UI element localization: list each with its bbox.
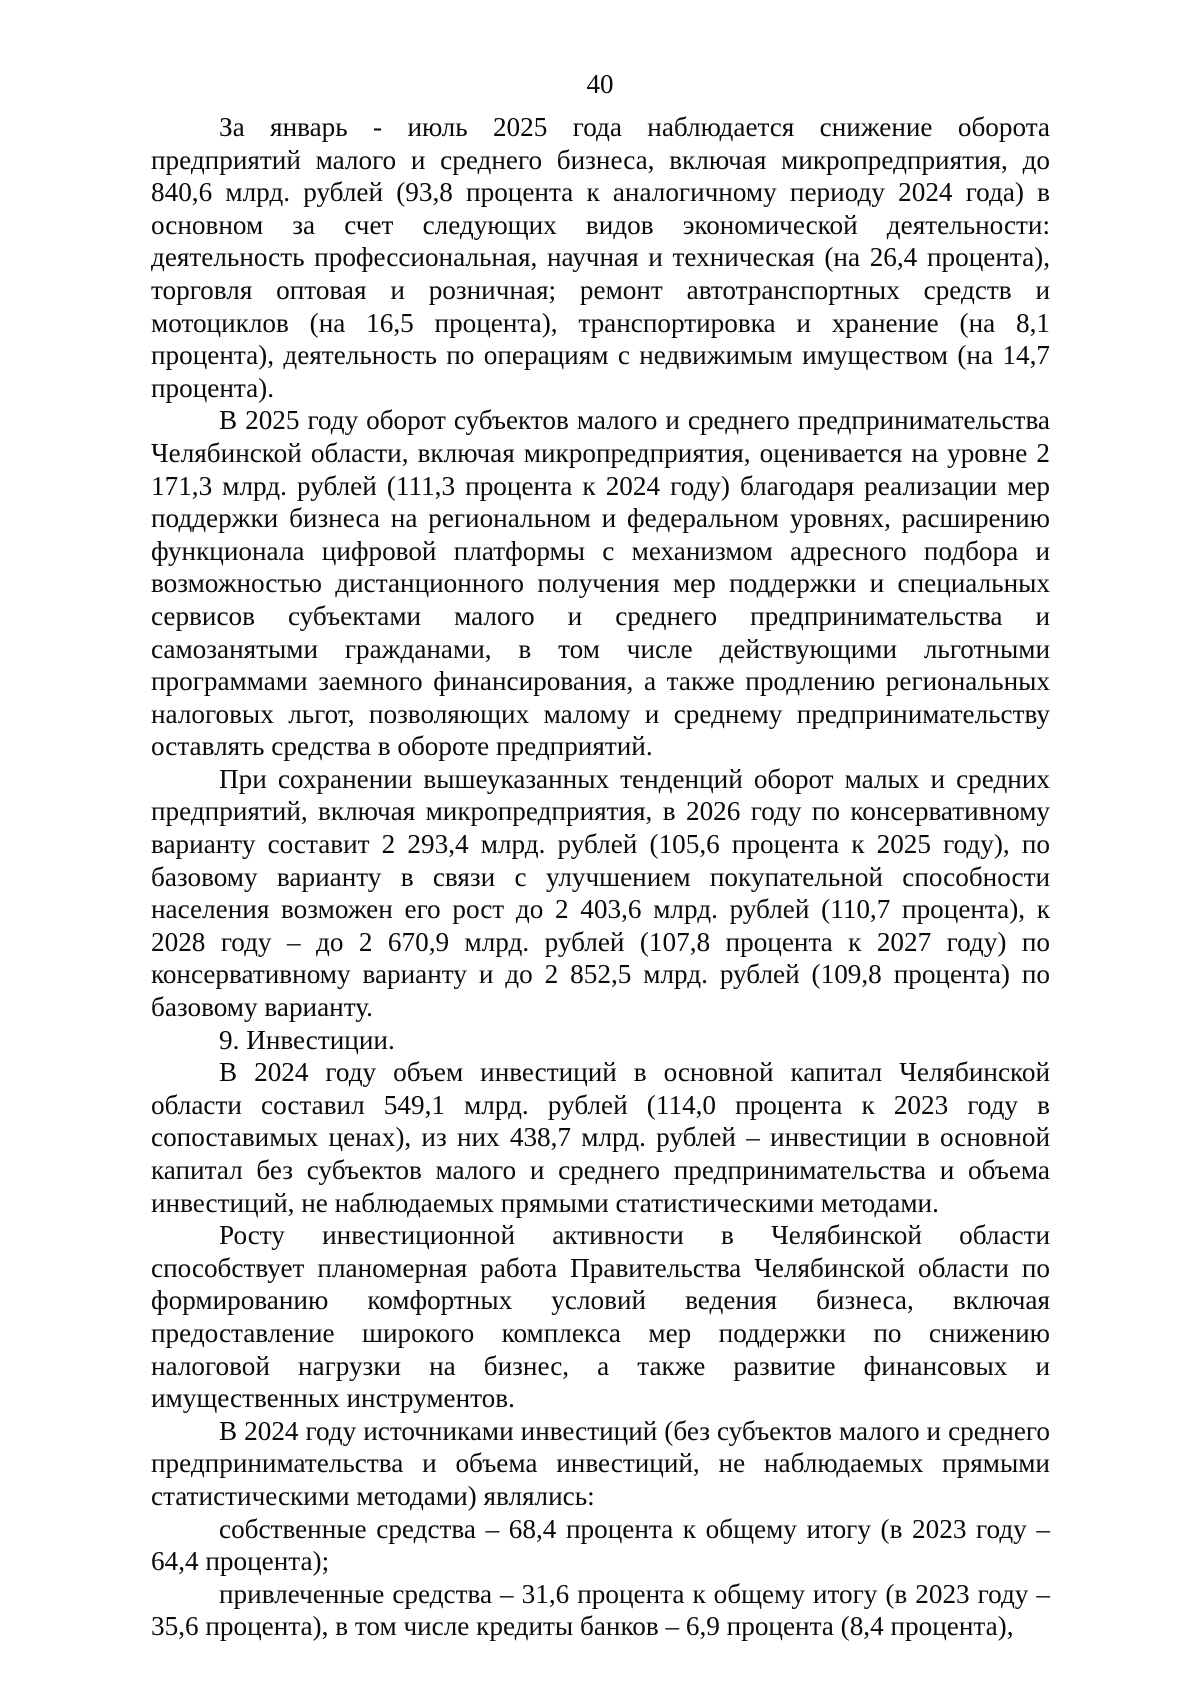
paragraph-smb-turnover-2025: В 2025 году оборот субъектов малого и среднего предпринимательства Челябинской области, включая микропредприятия, оценивается на уровне 2 171,3 млрд. рублей (111,3 процента к 2024 году) благодаря реализации мер поддержки бизнеса на региональном и федеральном уровнях, расширению функционала цифровой платформы с механизмом адресного подбора и возможностью дистанционного получения мер поддержки и специальных сервисов субъектами малого и среднего предпринимательства и самозанятыми гражданами, в том числе действующими льготными программами заемного финансирования, а также продлению региональных налоговых льгот, позволяющих малому и среднему предпринимательству оставлять средства в обороте предприятий. (151, 405, 1050, 762)
paragraph-investment-activity: Росту инвестиционной активности в Челябинской области способствует планомерная работа Правительства Челябинской области по формированию комфортных условий ведения бизнеса, включая предоставление широкого комплекса мер поддержки по снижению налоговой нагрузки на бизнес, а также развитие финансовых и имущественных инструментов. (151, 1220, 1050, 1414)
page-number: 40 (586, 69, 614, 99)
paragraph-smb-forecast: При сохранении вышеуказанных тенденций оборот малых и средних предприятий, включая микропредприятия, в 2026 году по консервативному варианту составит 2 293,4 млрд. рублей (105,6 процента к 2025 году), по базовому варианту в связи с улучшением покупательной способности населения возможен его рост до 2 403,6 млрд. рублей (110,7 процента), к 2028 году – до 2 670,9 млрд. рублей (107,8 процента к 2027 году) по консервативному варианту и до 2 852,5 млрд. рублей (109,8 процента) по базовому варианту. (151, 763, 1050, 1023)
section-heading-investments: 9. Инвестиции. (219, 1024, 395, 1055)
paragraph-own-funds: собственные средства – 68,4 процента к общему итогу (в 2023 году – 64,4 процента); (151, 1513, 1050, 1577)
paragraph-investment-sources: В 2024 году источниками инвестиций (без субъектов малого и среднего предпринимательства и объема инвестиций, не наблюдаемых прямыми статистическими методами) являлись: (151, 1415, 1050, 1511)
document-body (151, 111, 1050, 1643)
paragraph-borrowed-funds: привлеченные средства – 31,6 процента к общему итогу (в 2023 году – 35,6 процента), в том числе кредиты банков – 6,9 процента (8,4 процента), (151, 1578, 1050, 1642)
paragraph-investments-2024: В 2024 году объем инвестиций в основной капитал Челябинской области составил 549,1 млрд. рублей (114,0 процента к 2023 году в сопоставимых ценах), из них 438,7 млрд. рублей – инвестиции в основной капитал без субъектов малого и среднего предпринимательства и объема инвестиций, не наблюдаемых прямыми статистическими методами. (151, 1057, 1050, 1218)
paragraph-smb-turnover-jan-jul: За январь - июль 2025 года наблюдается снижение оборота предприятий малого и среднего бизнеса, включая микропредприятия, до 840,6 млрд. рублей (93,8 процента к аналогичному периоду 2024 года) в основном за счет следующих видов экономической деятельности: деятельность профессиональная, научная и техническая (на 26,4 процента), торговля оптовая и розничная; ремонт автотранспортных средств и мотоциклов (на 16,5 процента), транспортировка и хранение (на 8,1 процента), деятельность по операциям с недвижимым имуществом (на 14,7 процента). (151, 112, 1050, 403)
